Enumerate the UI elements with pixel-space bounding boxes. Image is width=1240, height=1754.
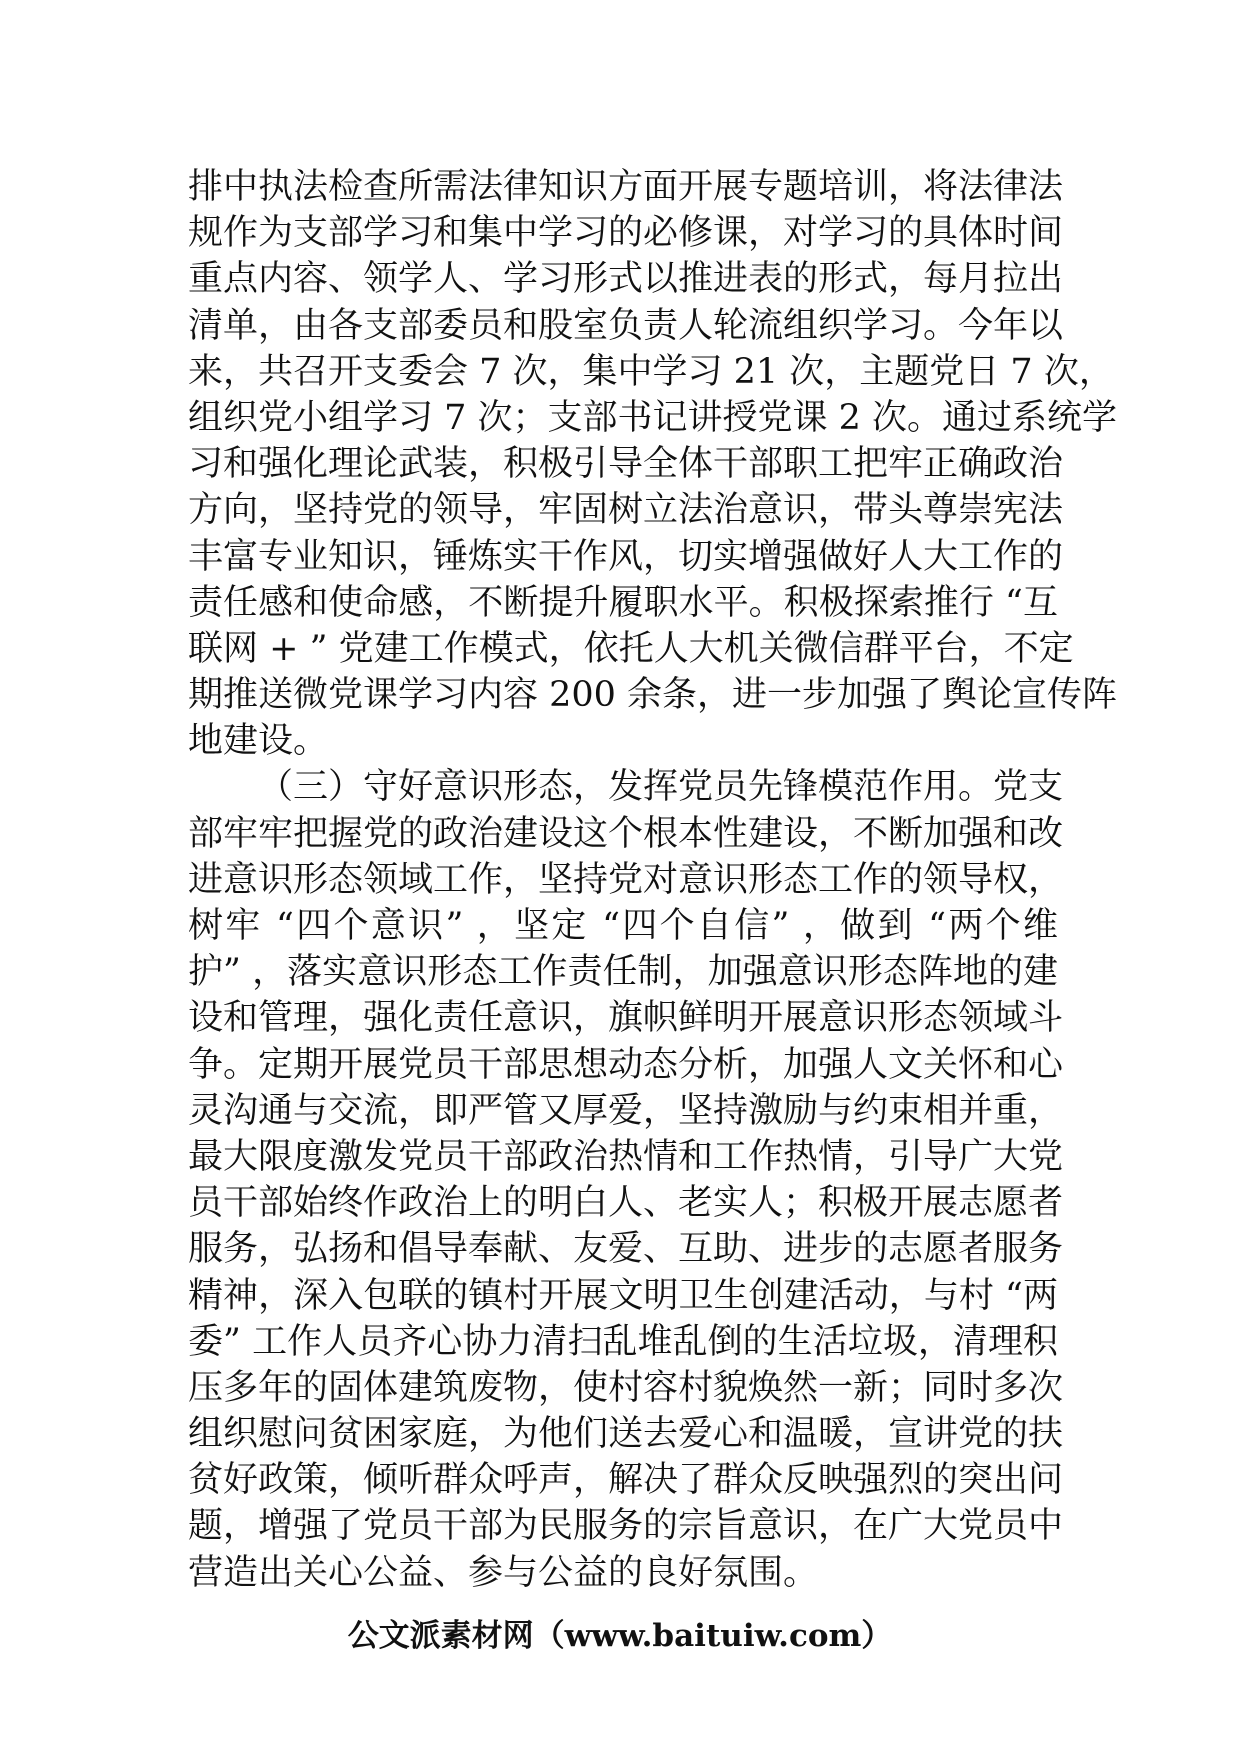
text-line: 责任感和使命感，不断提升履职水平。积极探索推行 “互 [188,582,1058,623]
text-line: 服务，弘扬和倡导奉献、友爱、互助、进步的志愿者服务 [188,1229,1064,1270]
text-line: 来，共召开支委会 7 次，集中学习 21 次，主题党日 7 次， [188,351,1114,392]
text-line: 规作为支部学习和集中学习的必修课，对学习的具体时间 [188,213,1064,254]
text-line: 组织党小组学习 7 次；支部书记讲授党课 2 次。通过系统学 [188,397,1118,438]
text-line: 树牢 “四个意识” ，坚定 “四个自信” ，做到 “两个维 [188,906,1058,946]
section-heading-line: （三）守好意识形态，发挥党员先锋模范作用。党支 [258,767,1064,808]
text-line: 习和强化理论武装，积极引导全体干部职工把牢正确政治 [188,444,1064,485]
text-line: 设和管理，强化责任意识，旗帜鲜明开展意识形态领域斗 [188,998,1064,1039]
text-line: 清单，由各支部委员和股室负责人轮流组织学习。今年以 [188,305,1064,346]
footer-watermark-text: 公文派素材网（www.baituiw.com） [347,1618,893,1654]
text-line: 委” 工作人员齐心协力清扫乱堆乱倒的生活垃圾，清理积 [188,1321,1058,1362]
text-line: 进意识形态领域工作，坚持党对意识形态工作的领导权， [188,859,1064,900]
paragraph [188,164,1118,764]
text-line: 部牢牢把握党的政治建设这个根本性建设，不断加强和改 [188,813,1064,854]
text-line: 重点内容、领学人、学习形式以推进表的形式，每月拉出 [188,259,1064,300]
text-line: 联网 + ” 党建工作模式，依托人大机关微信群平台，不定 [188,628,1074,669]
text-line: 题，增强了党员干部为民服务的宗旨意识，在广大党员中 [188,1506,1064,1547]
text-line: 争。定期开展党员干部思想动态分析，加强人文关怀和心 [188,1044,1064,1085]
text-line: 组织慰问贫困家庭，为他们送去爱心和温暖，宣讲党的扶 [188,1414,1064,1455]
text-line: 期推送微党课学习内容 200 余条，进一步加强了舆论宣传阵 [188,675,1118,716]
text-line: 丰富专业知识，锤炼实干作风，切实增强做好人大工作的 [188,536,1064,577]
text-line: 贫好政策，倾听群众呼声，解决了群众反映强烈的突出问 [188,1460,1064,1501]
text-line: 精神，深入包联的镇村开展文明卫生创建活动，与村 “两 [188,1275,1058,1316]
text-line: 地建设。 [188,721,329,762]
paragraph [188,764,1064,1595]
text-line: 员干部始终作政治上的明白人、老实人；积极开展志愿者 [188,1183,1064,1224]
text-line: 营造出关心公益、参与公益的良好氛围。 [188,1552,819,1593]
document-body [188,164,1118,1596]
text-line: 最大限度激发党员干部政治热情和工作热情，引导广大党 [188,1136,1064,1177]
text-line: 灵沟通与交流，即严管又厚爱，坚持激励与约束相并重， [188,1090,1064,1131]
text-line: 排中执法检查所需法律知识方面开展专题培训，将法律法 [188,167,1064,207]
text-line: 方向，坚持党的领导，牢固树立法治意识，带头尊崇宪法 [188,490,1064,531]
text-line: 压多年的固体建筑废物，使村容村貌焕然一新；同时多次 [188,1367,1064,1408]
text-line: 护” ，落实意识形态工作责任制，加强意识形态阵地的建 [188,952,1058,993]
